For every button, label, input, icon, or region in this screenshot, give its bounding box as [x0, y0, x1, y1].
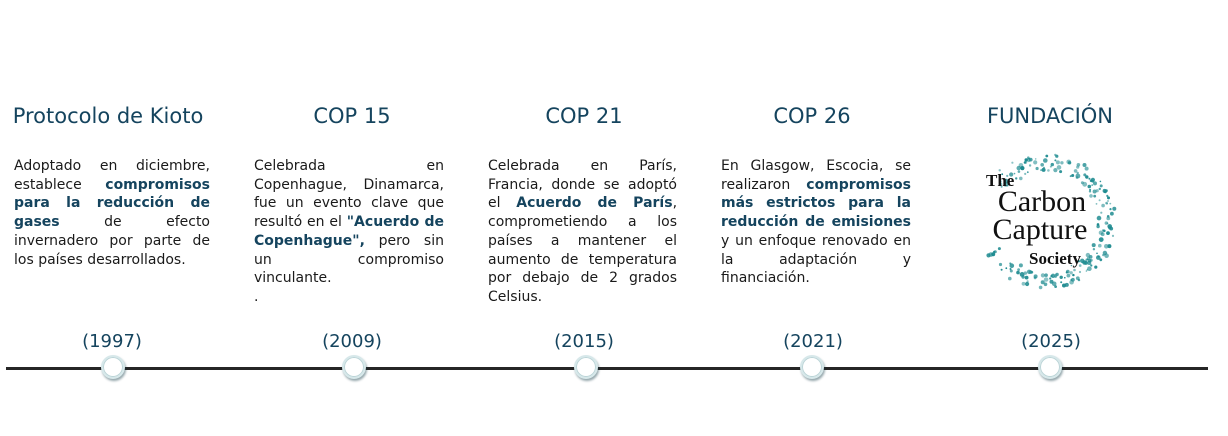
event-title-cop15: COP 15 [313, 104, 391, 128]
logo-ring-dot [1035, 158, 1037, 160]
logo-ring-dot [1076, 276, 1080, 280]
logo-ring-dot [1099, 231, 1103, 235]
logo-ring-dot [1054, 285, 1057, 288]
logo-ring-dot [1074, 169, 1078, 173]
timeline-node-2025 [1038, 355, 1062, 379]
logo-ring-dot [1103, 189, 1107, 193]
logo-ring-dot [1051, 163, 1054, 166]
logo-ring-dot [1104, 244, 1109, 249]
logo-ring-dot [1089, 194, 1093, 198]
logo-ring-dot [1018, 170, 1021, 173]
logo-ring-dot [1049, 277, 1051, 279]
logo-ring-dot [991, 252, 995, 256]
logo-ring-dot [1089, 190, 1091, 192]
logo-ring-dot [1027, 270, 1031, 274]
logo-ring-dot [1060, 276, 1063, 279]
logo-ring-dot [1045, 155, 1048, 158]
description-text: Celebrada en París, Francia, donde se adoptó el [488, 158, 677, 212]
logo-ring-dot [1053, 168, 1057, 172]
description-text: pero sin un compromiso vinculante. [254, 232, 444, 287]
logo-ring-dot [1093, 248, 1095, 250]
logo-ring-dot [1088, 185, 1092, 189]
description-text: , comprometiendo a los países a mantener el aumento de temperatura por debajo de 2 grados Celsius. [488, 195, 678, 305]
description-trailing-dot: . [254, 288, 259, 305]
description-text: y un enfoque renovado en la adaptación y financiación. [721, 232, 911, 287]
logo-ring-dot [1036, 167, 1039, 170]
logo-word-capture: Capture [992, 213, 1088, 246]
logo-ring-dot [1082, 260, 1087, 265]
logo-ring-dot [1066, 271, 1068, 273]
logo-ring-dot [1064, 277, 1066, 279]
event-title-cop21: COP 21 [545, 104, 623, 128]
year-label-2009: (2009) [322, 331, 382, 352]
logo-ring-dot [1099, 237, 1104, 242]
logo-ring-dot [1056, 160, 1060, 164]
logo-ring-dot [1034, 274, 1038, 278]
description-text: Celebrada en Copenhague, Dinamarca, fue un evento clave que resultó en el [254, 158, 444, 231]
logo-ring-dot [1025, 276, 1029, 280]
logo-ring-dot [1005, 267, 1007, 269]
logo-ring-dot [1054, 159, 1056, 161]
logo-ring-dot [1093, 181, 1097, 185]
logo-ring-dot [1109, 208, 1111, 210]
logo-ring-dot [1079, 271, 1081, 273]
logo-ring-dot [1096, 253, 1098, 255]
logo-ring-dot [1088, 259, 1092, 263]
logo-ring-dot [1106, 203, 1108, 205]
event-description-cop21 [488, 157, 677, 307]
logo-ring-dot [1099, 188, 1101, 190]
logo-ring-dot [1009, 262, 1011, 264]
logo-ring-dot [1090, 264, 1092, 266]
logo-ring-dot [1085, 167, 1089, 171]
logo-ring-dot [1100, 181, 1102, 183]
logo-ring-dot [1060, 161, 1063, 164]
event-title-cop26: COP 26 [773, 104, 851, 128]
description-highlight: compromisos más estrictos para la reducción de emisiones [721, 176, 911, 231]
logo-ring-dot [1101, 204, 1105, 208]
logo-ring-dot [1073, 269, 1076, 272]
logo-ring-dot [1094, 266, 1097, 269]
logo-ring-dot [1008, 277, 1012, 281]
timeline-node-2021 [800, 355, 824, 379]
logo-ring-dot [1024, 161, 1027, 164]
logo-ring-dot [1107, 200, 1109, 202]
logo-word-society: Society [1029, 249, 1081, 268]
logo-ring-dot [1097, 216, 1102, 221]
logo-ring-dot [1043, 158, 1048, 163]
logo-ring-dot [1024, 173, 1026, 175]
logo-ring-dot [1109, 203, 1111, 205]
description-highlight: "Acuerdo de Copenhague", [254, 214, 445, 249]
timeline-axis [6, 367, 1208, 370]
logo-ring-dot [1047, 169, 1050, 172]
event-description-kioto [14, 157, 210, 269]
logo-ring-dot [1010, 268, 1012, 270]
logo-ring-dot [1001, 269, 1003, 271]
logo-ring-dot [1100, 212, 1102, 214]
logo-ring-dot [1087, 269, 1089, 271]
logo-ring-dot [1021, 275, 1024, 278]
logo-ring-dot [1104, 253, 1109, 258]
logo-ring-dot [1051, 274, 1055, 278]
logo-ring-dot [1107, 224, 1112, 229]
logo-word-the: The [986, 171, 1015, 190]
year-label-2015: (2015) [554, 331, 614, 352]
logo-ring-dot [1059, 170, 1062, 173]
logo-ring-dot [1067, 274, 1071, 278]
logo-ring-dot [1096, 225, 1099, 228]
logo-ring-dot [1093, 190, 1097, 194]
logo-ring-dot [1070, 175, 1072, 177]
logo-ring-dot [1085, 175, 1088, 178]
timeline-node-2015 [574, 355, 598, 379]
event-description-cop15 [254, 157, 444, 307]
logo-ring-dot [1019, 263, 1023, 267]
logo-ring-dot [1043, 167, 1045, 169]
logo-ring-dot [1093, 195, 1096, 198]
logo-ring-dot [986, 253, 990, 257]
description-text: de efecto invernadero por parte de los países desarrollados. [14, 214, 210, 268]
logo-ring-dot [1028, 158, 1030, 160]
logo-ring-dot [1025, 282, 1029, 286]
logo-ring-dot [998, 247, 1001, 250]
logo-ring-dot [1019, 177, 1023, 181]
logo-ring-dot [1070, 271, 1073, 274]
logo-word-carbon: Carbon [997, 185, 1087, 218]
event-title-kioto: Protocolo de Kioto [12, 104, 204, 128]
year-label-2021: (2021) [783, 331, 843, 352]
logo-ring-dot [1016, 271, 1020, 275]
logo-ring-dot [1083, 163, 1087, 167]
logo-ring-dot [1040, 163, 1044, 167]
logo-ring-dot [1091, 178, 1095, 182]
logo-ring-dot [1072, 274, 1074, 276]
logo-ring-dot [1071, 174, 1074, 177]
logo-ring-dot [1098, 244, 1102, 248]
logo-ring-dot [1076, 176, 1079, 179]
year-label-2025: (2025) [1021, 331, 1081, 352]
logo-ring-dot [1099, 258, 1102, 261]
logo-ring-dot [1022, 282, 1026, 286]
logo-ring-dot [1039, 286, 1043, 290]
event-title-fundacion: FUNDACIÓN [986, 104, 1114, 128]
description-text: En Glasgow, Escocia, se realizaron [721, 158, 911, 193]
logo-ring-dot [1110, 212, 1114, 216]
logo-ring-dot [1099, 199, 1101, 201]
logo-ring-dot [1100, 184, 1103, 187]
logo-ring-dot [1105, 221, 1108, 224]
logo-ring-dot [1055, 155, 1058, 158]
logo-ring-dot [1060, 281, 1062, 283]
event-description-cop26 [721, 157, 911, 288]
logo-ring-dot [1106, 231, 1110, 235]
logo-ring-dot [1044, 277, 1049, 282]
logo-ring-dot [1033, 160, 1037, 164]
carbon-capture-society-logo [962, 150, 1124, 294]
logo-ring-dot [1066, 160, 1071, 165]
logo-ring-dot [1091, 184, 1093, 186]
logo-ring-dot [1103, 230, 1106, 233]
description-highlight: compromisos para la reducción de gases [14, 176, 210, 231]
logo-ring-dot [1057, 165, 1062, 170]
logo-ring-dot [1069, 280, 1074, 285]
logo-ring-dot [1106, 195, 1108, 197]
logo-ring-dot [1017, 268, 1020, 271]
description-text: Adoptado en diciembre, establece [14, 158, 210, 193]
logo-ring-dot [1027, 171, 1029, 173]
logo-ring-dot [1077, 163, 1081, 167]
description-highlight: Acuerdo de París [516, 195, 673, 212]
logo-ring-dot [1112, 207, 1116, 211]
logo-ring-dot [1089, 255, 1093, 259]
logo-ring-dot [1107, 215, 1110, 218]
logo-ring-dot [1088, 178, 1090, 180]
logo-ring-dot [1041, 280, 1045, 284]
logo-ring-dot [1102, 254, 1104, 256]
year-label-1997: (1997) [82, 331, 142, 352]
logo-ring-dot [1055, 273, 1058, 276]
timeline-node-1997 [101, 355, 125, 379]
logo-ring-dot [1017, 166, 1021, 170]
timeline-node-2009 [342, 355, 366, 379]
logo-ring-dot [1011, 162, 1013, 164]
logo-ring-dot [1029, 164, 1031, 166]
logo-ring-dot [1092, 243, 1096, 247]
logo-ring-dot [1065, 283, 1069, 287]
logo-ring-dot [1015, 177, 1017, 179]
logo-ring-dot [1020, 166, 1024, 170]
logo-ring-dot [1041, 273, 1045, 277]
logo-ring-dot [999, 263, 1002, 266]
logo-ring-dot [1042, 168, 1046, 172]
logo-ring-dot [1112, 235, 1114, 237]
logo-ring-dot [1096, 203, 1098, 205]
logo-ring-dot [1040, 169, 1042, 171]
teal-dotted-ring-logo-icon [962, 150, 1124, 294]
